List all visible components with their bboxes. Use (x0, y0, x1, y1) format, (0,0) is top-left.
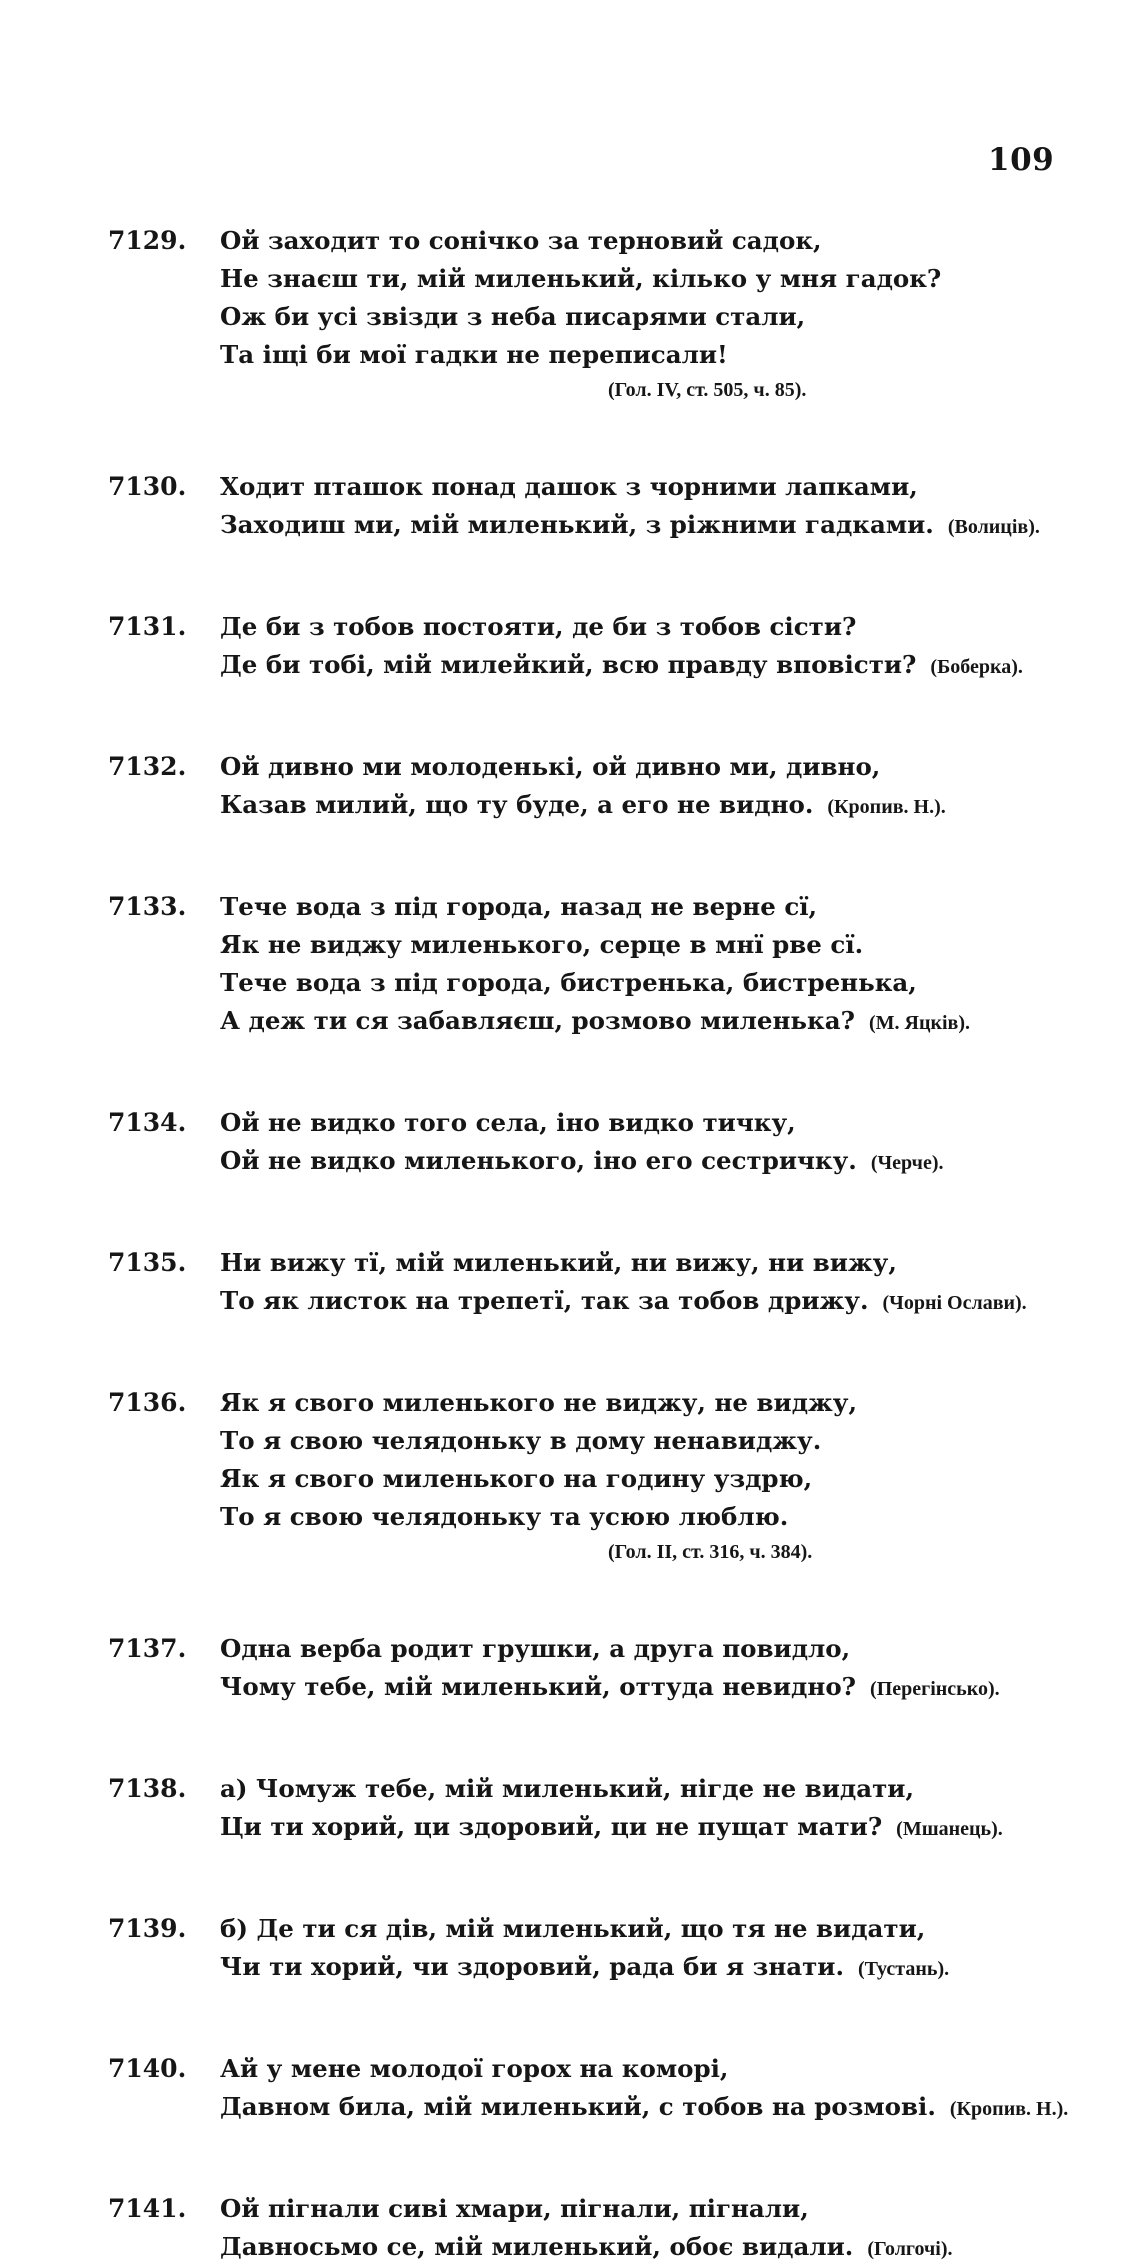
verse-text: Казав милий, що ту буде, а его не видно. (220, 790, 814, 819)
source-reference: (Кропив. Н.). (827, 796, 946, 818)
entry-number: 7139. (108, 1914, 187, 1943)
source-reference: (Гол. IV, ст. 505, ч. 85). (608, 379, 807, 401)
verse-line: Як я свого миленького не виджу, не виджу, (220, 1388, 857, 1417)
entry (108, 608, 1068, 686)
source-reference: (Перегінсько). (870, 1678, 1000, 1700)
source-reference: (Волиців). (947, 516, 1040, 538)
verse-text: Заходиш ми, мій миленький, з ріжними гадками. (220, 510, 934, 539)
verse-line: Не знаєш ти, мій миленький, кілько у мня гадок? (220, 264, 942, 293)
verse-line: Ож би усі звізди з неба писарями стали, (220, 302, 806, 331)
entry (108, 888, 1068, 1042)
verse-line: Ой пігнали сиві хмари, пігнали, пігнали, (220, 2194, 809, 2223)
entry (108, 1910, 1068, 1988)
verse-text: Чому тебе, мій миленький, оттуда невидно? (220, 1672, 857, 1701)
entry (108, 1770, 1068, 1848)
verse-text: Ци ти хорий, ци здоровий, ци не пущат мати? (220, 1812, 883, 1841)
entry-number: 7140. (108, 2054, 187, 2083)
entry (108, 1384, 1068, 1568)
verse-line: Як не виджу миленького, серце в мнї рве сї. (220, 930, 864, 959)
source-reference: (Тустань). (858, 1958, 950, 1980)
verse-line: То я свою челядоньку та усюю люблю. (220, 1502, 789, 1531)
verse-line (220, 506, 1068, 546)
entry-number: 7133. (108, 892, 187, 921)
verse-text: Давносьмо се, мій миленький, обоє видали. (220, 2232, 854, 2261)
entry (108, 748, 1068, 826)
verse-text: Давном била, мій миленький, с тобов на розмові. (220, 2092, 936, 2121)
verse-text: Ой не видко миленького, іно его сестричку. (220, 1146, 857, 1175)
verse-line (220, 2088, 1068, 2128)
verse-line: Ни вижу тї, мій миленький, ни вижу, ни вижу, (220, 1248, 897, 1277)
verse-line (220, 646, 1068, 686)
entry-number: 7135. (108, 1248, 187, 1277)
entry-number: 7141. (108, 2194, 187, 2223)
entry (108, 2050, 1068, 2128)
verse-line: То я свою челядоньку в дому ненавиджу. (220, 1426, 822, 1455)
source-reference: (Мшанець). (896, 1818, 1003, 1840)
source-reference: (Голгочі). (867, 2238, 953, 2260)
entry (108, 1244, 1068, 1322)
verse-line (220, 1668, 1068, 1708)
entries-list (108, 222, 1068, 2268)
verse-line: Ой заходит то сонічко за терновий садок, (220, 226, 822, 255)
verse-line (220, 1282, 1068, 1322)
page-number: 109 (988, 142, 1055, 178)
verse-line: Та іщі би мої гадки не переписали! (220, 340, 728, 369)
entry (108, 1630, 1068, 1708)
verse-line (220, 1142, 1068, 1182)
entry (108, 222, 1068, 406)
verse-line (220, 2228, 1068, 2268)
verse-line: Як я свого миленького на годину уздрю, (220, 1464, 813, 1493)
source-reference: (Черче). (870, 1152, 944, 1174)
entry (108, 2190, 1068, 2268)
verse-line: а) Чомуж тебе, мій миленький, нігде не видати, (220, 1774, 914, 1803)
verse-text: Чи ти хорий, чи здоровий, рада би я знати. (220, 1952, 845, 1981)
entry-number: 7136. (108, 1388, 187, 1417)
verse-text: А деж ти ся забавляєш, розмово миленька? (220, 1006, 855, 1035)
verse-line (220, 1948, 1068, 1988)
verse-line: Одна верба родит грушки, а друга повидло, (220, 1634, 851, 1663)
entry-number: 7132. (108, 752, 187, 781)
entry-number: 7134. (108, 1108, 187, 1137)
entry-number: 7131. (108, 612, 187, 641)
verse-line: Ой не видко того села, іно видко тичку, (220, 1108, 796, 1137)
verse-text: То як листок на трепетї, так за тобов дрижу. (220, 1286, 869, 1315)
verse-line: Ходит пташок понад дашок з чорними лапками, (220, 472, 918, 501)
source-reference: (Боберка). (930, 656, 1023, 678)
verse-line: Ай у мене молодої горох на коморі, (220, 2054, 729, 2083)
verse-line: Де би з тобов постояти, де би з тобов сісти? (220, 612, 857, 641)
verse-line (220, 1002, 1068, 1042)
entry-number: 7137. (108, 1634, 187, 1663)
source-reference: (Гол. II, ст. 316, ч. 384). (608, 1541, 813, 1563)
entry (108, 1104, 1068, 1182)
source-reference: (Кропив. Н.). (949, 2098, 1069, 2120)
verse-line (220, 1808, 1068, 1848)
source-reference: (Чорні Ослави). (882, 1292, 1027, 1314)
entry (108, 468, 1068, 546)
entry-number: 7138. (108, 1774, 187, 1803)
verse-line: Ой дивно ми молоденькі, ой дивно ми, дивно, (220, 752, 881, 781)
entry-number: 7129. (108, 226, 187, 255)
entry-number: 7130. (108, 472, 187, 501)
verse-line (220, 786, 1068, 826)
source-reference: (М. Яцків). (868, 1012, 971, 1034)
verse-line: б) Де ти ся дів, мій миленький, що тя не видати, (220, 1914, 926, 1943)
verse-line: Тече вода з під города, бистренька, бистренька, (220, 968, 917, 997)
verse-line: Тече вода з під города, назад не верне сї, (220, 892, 818, 921)
verse-text: Де би тобі, мій милейкий, всю правду вповісти? (220, 650, 917, 679)
